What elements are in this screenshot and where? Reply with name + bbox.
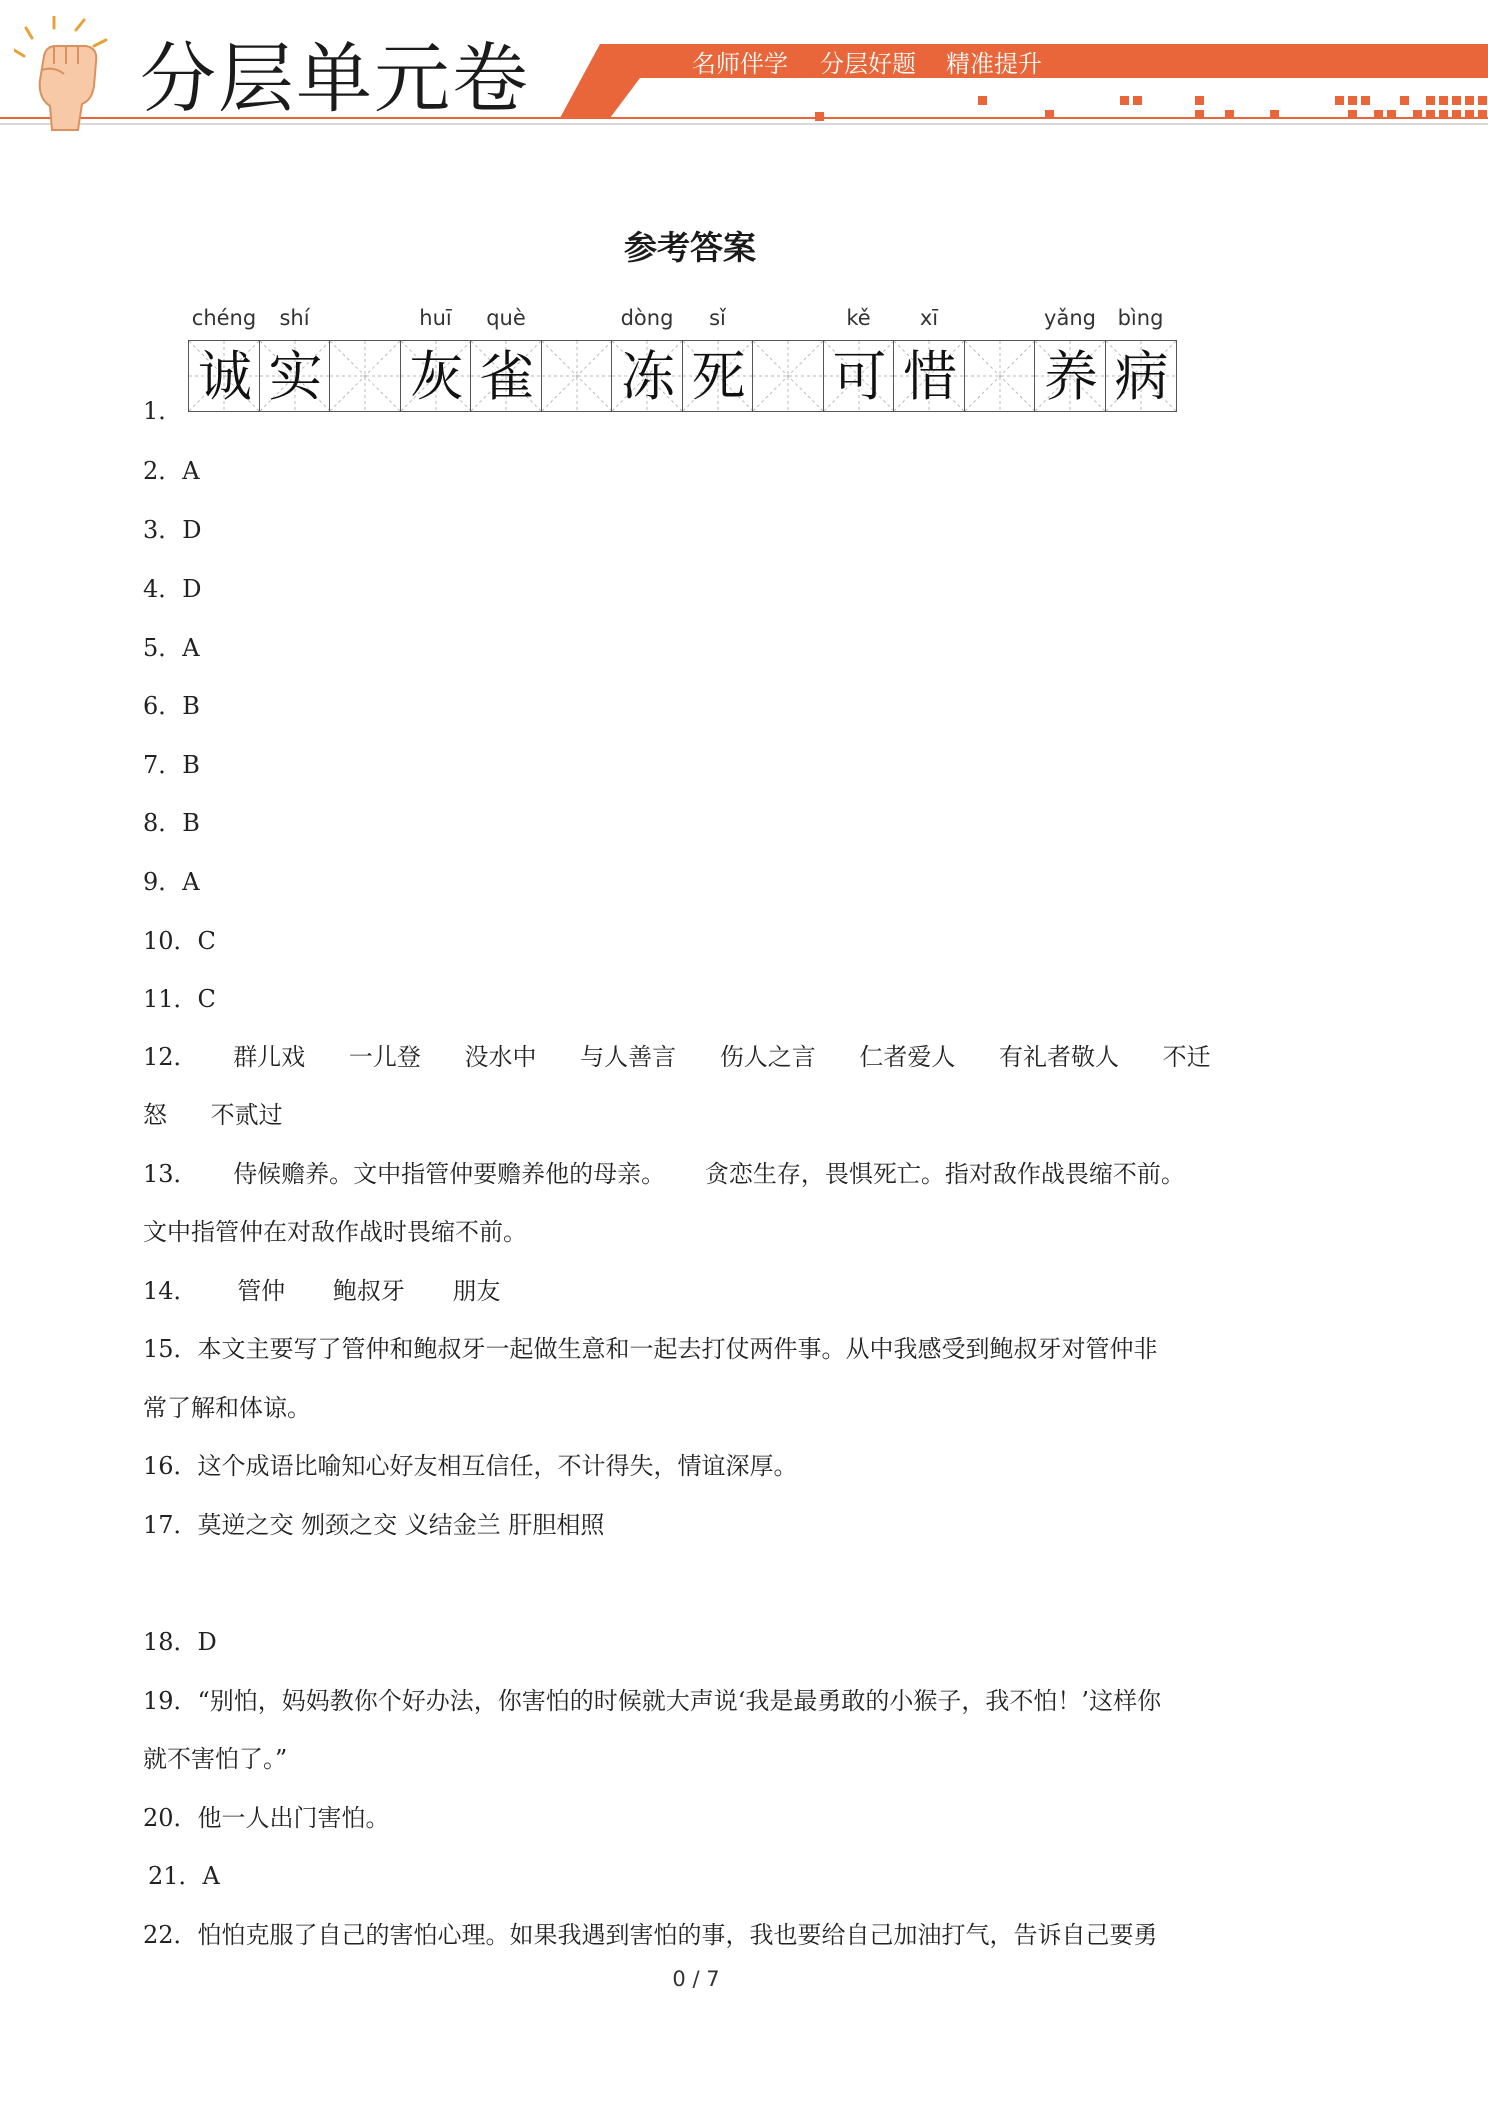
answer-16: 16．这个成语比喻知心好友相互信任，不计得失，情谊深厚。 (143, 1452, 798, 1480)
answer-15-continued: 常了解和体谅。 (143, 1394, 311, 1422)
answer-1-number: 1． (143, 397, 183, 425)
answer-4: 4．D (143, 575, 202, 603)
grid-character: 冻 (621, 345, 675, 408)
grid-cell (682, 340, 754, 412)
answer-13-part: 侍候赡养。文中指管仲要赡养他的母亲。 (233, 1160, 666, 1188)
answer-12-item: 群儿戏 (233, 1043, 306, 1071)
answer-12-item: 有礼者敬人 (999, 1043, 1120, 1071)
grid-guide-lines (965, 341, 1035, 411)
slogan-1: 名师伴学 (692, 50, 788, 78)
answer-2: 2．A (143, 457, 200, 485)
grid-guide-lines (542, 341, 612, 411)
grid-guide-lines (330, 341, 400, 411)
pinyin-label: dòng (620, 306, 674, 330)
answer-8: 8．B (143, 809, 200, 837)
grid-guide-lines (753, 341, 823, 411)
answer-14-item: 鲍叔牙 (332, 1277, 405, 1305)
answer-21: 21．A (148, 1862, 220, 1890)
answer-14-item: 朋友 (452, 1277, 501, 1305)
answer-19: 19．“别怕，妈妈教你个好办法，你害怕的时候就大声说‘我是最勇敢的小猴子，我不怕！’这样你 (143, 1687, 1162, 1715)
answer-13-number: 13． (143, 1160, 198, 1188)
grid-cell (188, 340, 260, 412)
answer-12-item: 与人善言 (580, 1043, 677, 1071)
fist-icon (14, 16, 124, 136)
answer-5: 5．A (143, 634, 200, 662)
grid-cell (1105, 340, 1177, 412)
grid-cell (964, 340, 1036, 412)
grid-character: 实 (268, 345, 323, 408)
grid-cell (329, 340, 401, 412)
slogan-2: 分层好题 (820, 50, 916, 78)
answer-17: 17．莫逆之交 刎颈之交 义结金兰 肝胆相照 (143, 1511, 605, 1539)
page-header (0, 0, 1488, 140)
answer-13-continued: 文中指管仲在对敌作战时畏缩不前。 (143, 1218, 527, 1246)
pinyin-label: bìng (1117, 306, 1164, 330)
answer-12-item: 不迁 (1162, 1043, 1211, 1071)
grid-cell (470, 340, 542, 412)
grid-cell (1034, 340, 1106, 412)
slogan-3: 精准提升 (946, 50, 1042, 78)
answer-14 (143, 1276, 500, 1306)
answer-12-item: 仁者爱人 (859, 1043, 956, 1071)
grid-character: 养 (1044, 345, 1098, 408)
grid-character: 可 (832, 345, 887, 408)
answer-12-item: 不贰过 (210, 1101, 283, 1129)
answer-13-part: 贪恋生存，畏惧死亡。指对敌作战畏缩不前。 (704, 1160, 1185, 1188)
grid-cell (823, 340, 895, 412)
answer-15: 15．本文主要写了管仲和鲍叔牙一起做生意和一起去打仗两件事。从中我感受到鲍叔牙对管仲非 (143, 1335, 1158, 1363)
pinyin-label: shí (279, 306, 310, 330)
pinyin-label: chéng (191, 306, 257, 330)
grid-character: 灰 (409, 345, 464, 408)
pinyin-label: yǎng (1044, 306, 1096, 330)
answer-6: 6．B (143, 692, 200, 720)
pinyin-label: què (486, 306, 526, 330)
answer-12-number: 12． (143, 1043, 198, 1071)
answer-14-item: 管仲 (237, 1277, 286, 1305)
answer-14-number: 14． (143, 1277, 198, 1305)
grid-character: 雀 (480, 345, 534, 408)
answer-12-item: 伤人之言 (719, 1043, 816, 1071)
answer-20: 20．他一人出门害怕。 (143, 1804, 390, 1832)
brand-title: 分层单元卷 (140, 34, 530, 123)
pinyin-label: huī (419, 306, 452, 330)
pinyin-label: kě (846, 306, 871, 330)
answer-12-item: 一儿登 (348, 1043, 421, 1071)
grid-character: 病 (1114, 345, 1169, 408)
answer-18: 18．D (143, 1628, 217, 1656)
grid-character: 死 (691, 345, 746, 408)
page-title: 参考答案 (624, 228, 756, 267)
answer-22: 22．怕怕克服了自己的害怕心理。如果我遇到害怕的事，我也要给自己加油打气，告诉自己要勇 (143, 1921, 1158, 1949)
grid-cell (541, 340, 613, 412)
grid-cell (611, 340, 683, 412)
answer-11: 11．C (143, 985, 216, 1013)
grid-cell (893, 340, 965, 412)
answer-13 (143, 1159, 1185, 1189)
answer-9: 9．A (143, 868, 200, 896)
answer-12 (143, 1042, 1211, 1072)
answer-7: 7．B (143, 751, 200, 779)
page-indicator: 0 / 7 (672, 1967, 720, 1991)
answer-10: 10．C (143, 927, 216, 955)
pinyin-label: xī (919, 306, 939, 330)
answer-19-continued: 就不害怕了。” (143, 1745, 288, 1773)
answer-12-item: 怒 (143, 1101, 167, 1129)
grid-cell (400, 340, 472, 412)
grid-cell (752, 340, 824, 412)
answer-12-continued (143, 1100, 283, 1130)
answer-12-item: 没水中 (464, 1043, 537, 1071)
grid-cell (259, 340, 331, 412)
pinyin-label: sǐ (709, 306, 726, 330)
grid-character: 惜 (903, 345, 957, 408)
grid-character: 诚 (198, 345, 252, 408)
answer-3: 3．D (143, 516, 202, 544)
